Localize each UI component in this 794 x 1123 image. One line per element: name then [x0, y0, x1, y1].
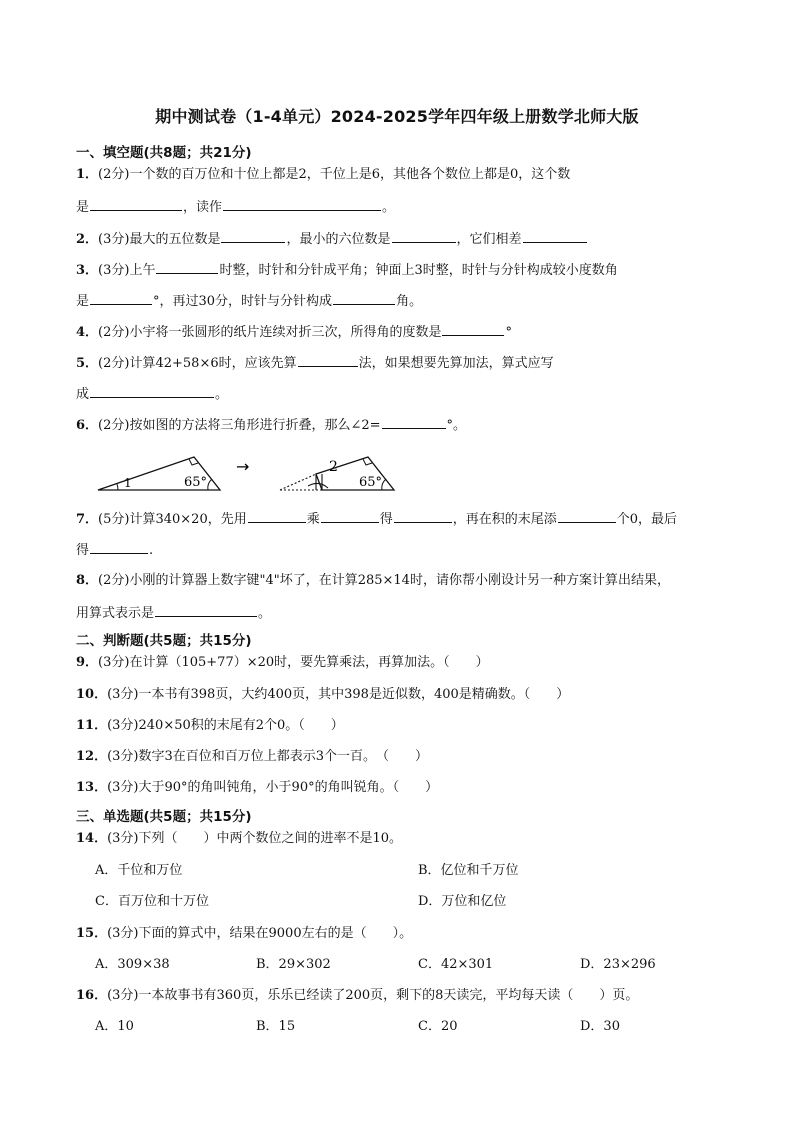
- original-triangle: [98, 457, 220, 490]
- question-5-line-2: 成 。: [76, 384, 228, 404]
- answer-blank[interactable]: [523, 229, 587, 243]
- answer-blank[interactable]: [394, 509, 452, 523]
- angle-1-label: 1: [124, 476, 132, 490]
- option-a[interactable]: A．309×38: [95, 957, 170, 972]
- question-1-line-1: 1．(2分)一个数的百万位和十位上都是2，千位上是6，其他各个数位上都是0，这个数: [76, 167, 571, 182]
- question-1-line-2: 是 ，读作 。: [76, 197, 395, 217]
- question-9: 9．(3分)在计算（105+77）×20时，要先算乘法，再算加法。（ ）: [76, 655, 489, 670]
- question-8-line-2: 用算式表示是 。: [76, 603, 271, 623]
- answer-blank[interactable]: [155, 603, 257, 617]
- answer-blank[interactable]: [298, 353, 358, 367]
- answer-blank[interactable]: [248, 509, 306, 523]
- angle-2-label: 2: [329, 459, 338, 475]
- question-2: 2．(3分)最大的五位数是 ，最小的六位数是 ，它们相差: [76, 229, 588, 249]
- question-15: 15．(3分)下面的算式中，结果在9000左右的是（ ）。: [76, 926, 413, 941]
- question-10: 10．(3分)一本书有398页，大约400页，其中398是近似数，400是精确数。（ ）: [76, 687, 570, 702]
- answer-blank[interactable]: [321, 509, 379, 523]
- angle-65-label: 65°: [359, 475, 383, 490]
- question-11: 11．(3分)240×50积的末尾有2个0。（ ）: [76, 718, 344, 733]
- answer-blank[interactable]: [392, 229, 456, 243]
- answer-blank[interactable]: [90, 540, 148, 554]
- answer-blank[interactable]: [382, 415, 446, 429]
- option-a[interactable]: A．10: [95, 1019, 134, 1034]
- question-3-line-2: 是 °，再过30分，时针与分针构成 角。: [76, 291, 422, 311]
- question-13: 13．(3分)大于90°的角叫钝角，小于90°的角叫锐角。（ ）: [76, 780, 439, 795]
- question-3-line-1: 3．(3分)上午 时整，时针和分针成平角；钟面上3时整，时针与分针构成较小度数角: [76, 260, 618, 280]
- right-arrow-icon: →: [236, 457, 250, 476]
- option-b[interactable]: B．15: [256, 1019, 296, 1034]
- question-number: 1．: [76, 167, 99, 182]
- question-4: 4．(2分)小宇将一张圆形的纸片连续对折三次，所得角的度数是 °: [76, 322, 512, 342]
- option-c[interactable]: C．百万位和十万位: [95, 894, 209, 909]
- section-heading-single-choice: 三、单选题(共5题；共15分): [76, 809, 252, 825]
- option-d[interactable]: D．23×296: [580, 957, 656, 972]
- option-d[interactable]: D．万位和亿位: [418, 894, 507, 909]
- option-a[interactable]: A．千位和万位: [95, 863, 183, 878]
- option-c[interactable]: C．20: [418, 1019, 458, 1034]
- triangle-folding-figure: [96, 454, 406, 494]
- question-5-line-1: 5．(2分)计算42+58×6时，应该先算 法，如果想要先算加法，算式应写: [76, 353, 554, 373]
- option-c[interactable]: C．42×301: [418, 957, 494, 972]
- answer-blank[interactable]: [442, 322, 504, 336]
- question-7-line-1: 7．(5分)计算340×20，先用 乘 得 ，再在积的末尾添 个0，最后: [76, 509, 677, 529]
- question-6: 6．(2分)按如图的方法将三角形进行折叠，那么∠2= °。: [76, 415, 466, 435]
- question-16: 16．(3分)一本故事书有360页，乐乐已经读了200页，剩下的8天读完，平均每天读（ ）页。: [76, 988, 639, 1003]
- answer-blank[interactable]: [223, 197, 381, 211]
- folded-triangle: [280, 457, 394, 490]
- answer-blank[interactable]: [90, 384, 214, 398]
- answer-blank[interactable]: [90, 197, 182, 211]
- page-title: 期中测试卷（1-4单元）2024-2025学年四年级上册数学北师大版: [155, 107, 639, 126]
- answer-blank[interactable]: [156, 260, 218, 274]
- option-b[interactable]: B．29×302: [256, 957, 331, 972]
- option-b[interactable]: B．亿位和千万位: [418, 863, 519, 878]
- section-heading-fill-in: 一、填空题(共8题；共21分): [76, 145, 252, 161]
- angle-65-label: 65°: [184, 475, 208, 490]
- question-7-line-2: 得 .: [76, 540, 153, 560]
- question-14: 14．(3分)下列（ ）中两个数位之间的进率不是10。: [76, 831, 403, 846]
- answer-blank[interactable]: [333, 291, 395, 305]
- answer-blank[interactable]: [221, 229, 285, 243]
- question-8-line-1: 8．(2分)小刚的计算器上数字键"4"坏了，在计算285×14时，请你帮小刚设计另一种方案计算出结果，: [76, 573, 670, 588]
- answer-blank[interactable]: [558, 509, 616, 523]
- question-score: (2分): [98, 167, 130, 182]
- question-12: 12．(3分)数字3在百位和百万位上都表示3个一百。 （ ）: [76, 749, 429, 764]
- option-d[interactable]: D．30: [580, 1019, 620, 1034]
- answer-blank[interactable]: [90, 291, 152, 305]
- section-heading-true-false: 二、判断题(共5题；共15分): [76, 633, 252, 649]
